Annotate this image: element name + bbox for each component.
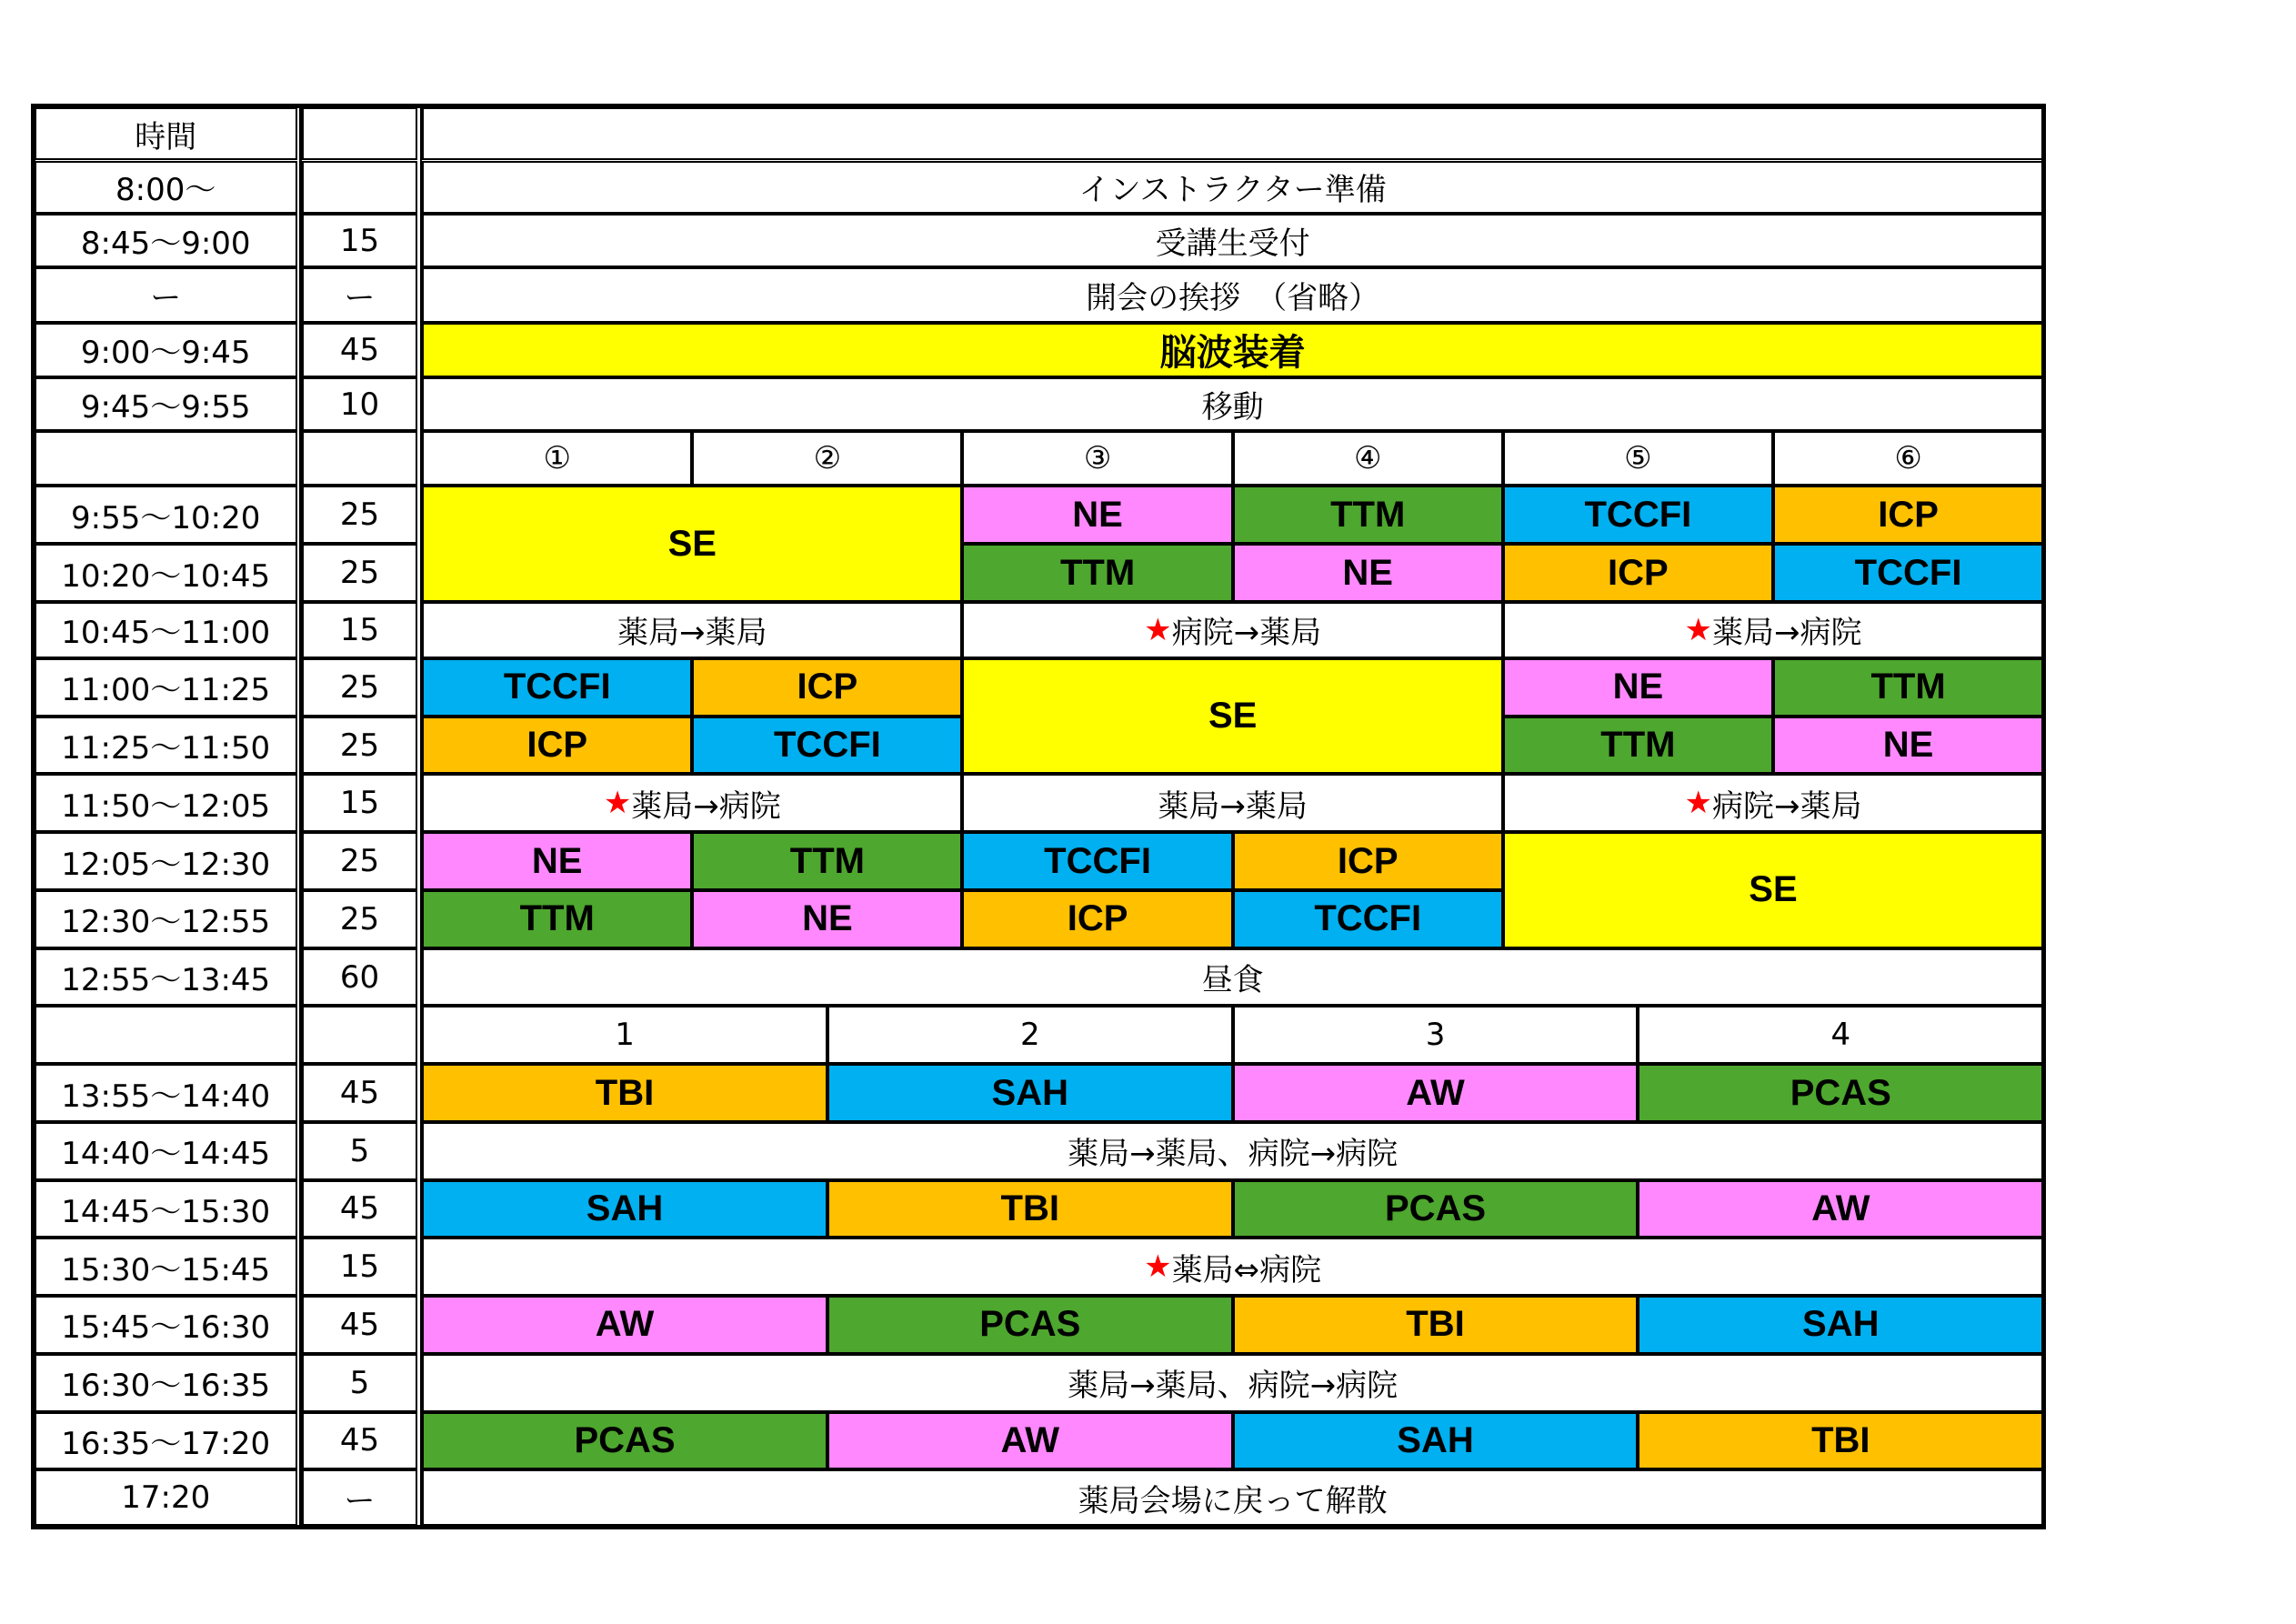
time-cell bbox=[35, 602, 297, 658]
time-cell bbox=[35, 323, 297, 377]
session-block bbox=[422, 1412, 827, 1470]
session-block-text: AW bbox=[1000, 1419, 1059, 1460]
minutes-cell bbox=[302, 1296, 417, 1354]
header-time bbox=[35, 107, 297, 161]
session-block bbox=[962, 658, 1502, 774]
time-cell-text: 13:55〜14:40 bbox=[61, 1078, 271, 1115]
time-cell-text: 12:55〜13:45 bbox=[61, 962, 271, 999]
minutes-cell-text: 45 bbox=[339, 1190, 380, 1228]
session-block bbox=[1503, 717, 1773, 775]
minutes-cell bbox=[302, 1122, 417, 1180]
session-block-text: TTM bbox=[1600, 725, 1676, 766]
time-cell-text: 15:30〜15:45 bbox=[61, 1251, 271, 1288]
time-cell bbox=[35, 1354, 297, 1412]
minutes-cell bbox=[302, 1006, 417, 1064]
time-cell-text: 15:45〜16:30 bbox=[61, 1309, 271, 1347]
minutes-cell bbox=[302, 267, 417, 322]
activity-cell bbox=[422, 377, 2043, 431]
time-cell bbox=[35, 658, 297, 717]
session-block bbox=[1233, 1412, 1639, 1470]
session-block-text: TBI bbox=[1000, 1188, 1059, 1228]
minutes-cell bbox=[302, 1412, 417, 1470]
time-cell bbox=[35, 486, 297, 544]
session-block-text: NE bbox=[1612, 667, 1664, 707]
session-block bbox=[827, 1064, 1233, 1122]
session-block bbox=[422, 890, 692, 948]
group-header-text: ④ bbox=[1353, 440, 1382, 477]
header-content bbox=[422, 107, 2043, 161]
session-block-text: ICP bbox=[797, 667, 858, 707]
session-block bbox=[422, 323, 2043, 377]
activity-cell-text: 薬局→薬局 bbox=[617, 615, 767, 652]
group-header-text: ① bbox=[543, 440, 571, 477]
time-cell-text: 10:45〜11:00 bbox=[61, 615, 271, 652]
activity-cell-text: 病院→薬局 bbox=[1711, 787, 1862, 825]
session-block bbox=[692, 832, 962, 890]
time-cell-text: 12:30〜12:55 bbox=[61, 904, 271, 941]
minutes-cell-text: 15 bbox=[339, 611, 380, 648]
session-block bbox=[962, 832, 1232, 890]
activity-cell bbox=[962, 602, 1502, 658]
minutes-cell bbox=[302, 1064, 417, 1122]
session-block-text: TCCFI bbox=[1314, 898, 1422, 939]
time-cell bbox=[35, 1412, 297, 1470]
activity-cell bbox=[422, 948, 2043, 1007]
activity-cell bbox=[422, 214, 2043, 267]
session-block bbox=[692, 890, 962, 948]
time-cell bbox=[35, 214, 297, 267]
activity-cell bbox=[422, 1238, 2043, 1296]
star-icon: ★ bbox=[603, 785, 632, 822]
activity-cell-text: 薬局⇔病院 bbox=[1171, 1251, 1322, 1288]
minutes-cell bbox=[302, 717, 417, 775]
session-block bbox=[1638, 1064, 2043, 1122]
session-block bbox=[1773, 486, 2043, 544]
session-block-text: PCAS bbox=[979, 1304, 1081, 1345]
header-minutes bbox=[302, 107, 417, 161]
session-block-text: NE bbox=[1072, 494, 1123, 535]
activity-cell bbox=[1503, 602, 2043, 658]
session-block bbox=[1503, 544, 1773, 602]
minutes-cell-text: 15 bbox=[339, 1248, 380, 1286]
session-block-text: NE bbox=[1342, 552, 1393, 593]
session-block bbox=[1773, 544, 2043, 602]
session-block bbox=[827, 1296, 1233, 1354]
session-block-text: TTM bbox=[789, 840, 865, 881]
session-block bbox=[1503, 832, 2043, 947]
activity-cell-text: 開会の挨拶 （省略） bbox=[1086, 279, 1380, 316]
time-cell bbox=[35, 431, 297, 486]
minutes-cell-text: 45 bbox=[339, 331, 380, 368]
minutes-cell bbox=[302, 1469, 417, 1526]
session-block bbox=[422, 1296, 827, 1354]
minutes-cell bbox=[302, 1238, 417, 1296]
session-block bbox=[1233, 486, 1503, 544]
session-block-text: SE bbox=[1749, 869, 1798, 910]
star-icon: ★ bbox=[1684, 785, 1712, 822]
minutes-cell-text: 5 bbox=[349, 1364, 370, 1401]
session-block bbox=[1233, 1064, 1639, 1122]
session-block bbox=[1233, 1296, 1639, 1354]
minutes-cell-text: 5 bbox=[349, 1132, 370, 1169]
group-header-text: ⑥ bbox=[1894, 440, 1922, 477]
time-cell-text: 11:00〜11:25 bbox=[61, 672, 271, 709]
time-cell bbox=[35, 1064, 297, 1122]
group-header-text: 4 bbox=[1830, 1017, 1851, 1054]
minutes-cell bbox=[302, 890, 417, 948]
activity-cell bbox=[422, 1122, 2043, 1180]
session-block-text: 脳波装着 bbox=[1159, 333, 1306, 374]
activity-cell-text: インストラクター準備 bbox=[1078, 172, 1387, 209]
star-icon: ★ bbox=[1684, 611, 1712, 648]
time-cell bbox=[35, 1296, 297, 1354]
minutes-cell-text: 25 bbox=[339, 496, 380, 534]
group-header bbox=[1233, 431, 1503, 486]
session-block-text: TBI bbox=[1811, 1419, 1870, 1460]
group-header-text: 1 bbox=[615, 1017, 635, 1054]
session-block-text: SAH bbox=[1802, 1304, 1880, 1345]
session-block bbox=[422, 658, 692, 717]
session-block bbox=[692, 658, 962, 717]
session-block bbox=[1638, 1412, 2043, 1470]
group-header bbox=[1638, 1006, 2043, 1064]
session-block bbox=[962, 890, 1232, 948]
session-block-text: SAH bbox=[586, 1188, 664, 1228]
minutes-cell-text: 45 bbox=[339, 1422, 380, 1459]
time-cell-text: 12:05〜12:30 bbox=[61, 846, 271, 883]
activity-cell bbox=[422, 1354, 2043, 1412]
activity-cell-text: 薬局→薬局、病院→病院 bbox=[1068, 1136, 1399, 1173]
activity-cell-text: 薬局→病院 bbox=[631, 787, 781, 825]
session-block-text: SAH bbox=[991, 1072, 1068, 1113]
session-block bbox=[1233, 890, 1503, 948]
time-cell-text: 17:20 bbox=[121, 1479, 211, 1517]
time-cell bbox=[35, 832, 297, 890]
group-header-text: ⑤ bbox=[1624, 440, 1652, 477]
session-block-text: SE bbox=[667, 523, 717, 564]
time-cell-text: 9:45〜9:55 bbox=[80, 389, 251, 426]
session-block-text: TBI bbox=[1406, 1304, 1465, 1345]
minutes-cell-text: 10 bbox=[339, 386, 380, 423]
session-block-text: PCAS bbox=[574, 1419, 676, 1460]
activity-cell-text: 病院→薬局 bbox=[1171, 615, 1322, 652]
session-block-text: NE bbox=[1882, 725, 1934, 766]
session-block-text: AW bbox=[1406, 1072, 1465, 1113]
minutes-cell-text: 25 bbox=[339, 727, 380, 764]
group-header-text: 3 bbox=[1425, 1017, 1446, 1054]
minutes-cell bbox=[302, 431, 417, 486]
activity-cell-text: 薬局→薬局、病院→病院 bbox=[1068, 1368, 1399, 1405]
activity-cell bbox=[422, 602, 962, 658]
session-block bbox=[1503, 658, 1773, 717]
minutes-cell-text: 45 bbox=[339, 1306, 380, 1343]
session-block-text: PCAS bbox=[1790, 1072, 1891, 1113]
time-cell-text: 14:40〜14:45 bbox=[61, 1136, 271, 1173]
time-cell-text: 9:55〜10:20 bbox=[71, 499, 261, 536]
session-block-text: TBI bbox=[595, 1072, 655, 1113]
session-block-text: NE bbox=[802, 898, 853, 939]
minutes-cell bbox=[302, 544, 417, 602]
group-header bbox=[1233, 1006, 1639, 1064]
time-cell bbox=[35, 774, 297, 832]
minutes-cell-text: 25 bbox=[339, 555, 380, 591]
group-header-text: 2 bbox=[1019, 1017, 1040, 1054]
session-block-text: NE bbox=[531, 840, 583, 881]
time-cell bbox=[35, 1469, 297, 1526]
session-block-text: PCAS bbox=[1384, 1188, 1487, 1228]
session-block bbox=[1638, 1296, 2043, 1354]
minutes-cell-text: 25 bbox=[339, 843, 380, 880]
activity-cell bbox=[962, 774, 1502, 832]
time-cell bbox=[35, 377, 297, 431]
session-block bbox=[1233, 832, 1503, 890]
column-divider bbox=[299, 107, 302, 1527]
minutes-cell-text: 45 bbox=[339, 1075, 380, 1112]
group-header bbox=[422, 431, 692, 486]
session-block-text: AW bbox=[595, 1304, 655, 1345]
session-block bbox=[827, 1412, 1233, 1470]
group-header bbox=[692, 431, 962, 486]
activity-cell-text: 薬局→病院 bbox=[1711, 615, 1862, 652]
time-cell bbox=[35, 1122, 297, 1180]
session-block-text: ICP bbox=[1337, 840, 1399, 881]
session-block bbox=[962, 544, 1232, 602]
session-block-text: TTM bbox=[1059, 552, 1136, 593]
session-block-text: ICP bbox=[1067, 898, 1128, 939]
minutes-cell bbox=[302, 602, 417, 658]
session-block bbox=[422, 832, 692, 890]
activity-cell bbox=[422, 267, 2043, 322]
activity-cell-text: 昼食 bbox=[1201, 962, 1264, 999]
minutes-cell bbox=[302, 948, 417, 1007]
minutes-cell-text: 15 bbox=[339, 785, 380, 822]
session-block bbox=[962, 486, 1232, 544]
session-block-text: TCCFI bbox=[774, 725, 881, 766]
activity-cell bbox=[422, 774, 962, 832]
session-block bbox=[422, 1064, 827, 1122]
session-block bbox=[422, 717, 692, 775]
time-cell bbox=[35, 267, 297, 322]
time-cell bbox=[35, 1006, 297, 1064]
group-header-text: ② bbox=[813, 440, 842, 477]
column-divider bbox=[420, 107, 423, 1527]
session-block-text: ICP bbox=[526, 725, 588, 766]
time-cell bbox=[35, 890, 297, 948]
minutes-cell bbox=[302, 161, 417, 215]
time-cell-text: ー bbox=[150, 279, 182, 316]
activity-cell bbox=[422, 161, 2043, 215]
session-block bbox=[1773, 717, 2043, 775]
session-block bbox=[422, 486, 962, 601]
group-header bbox=[827, 1006, 1233, 1064]
time-cell-text: 11:25〜11:50 bbox=[61, 730, 271, 767]
minutes-cell-text: 15 bbox=[339, 222, 380, 259]
session-block bbox=[1503, 486, 1773, 544]
minutes-cell bbox=[302, 832, 417, 890]
activity-cell-text: 受講生受付 bbox=[1155, 226, 1310, 263]
time-cell bbox=[35, 717, 297, 775]
time-cell-text: 8:00〜 bbox=[115, 172, 216, 209]
session-block-text: TCCFI bbox=[1854, 552, 1962, 593]
minutes-cell-text: ー bbox=[344, 279, 376, 316]
minutes-cell bbox=[302, 214, 417, 267]
session-block-text: TTM bbox=[1330, 494, 1406, 535]
session-block bbox=[1638, 1180, 2043, 1238]
session-block bbox=[1773, 658, 2043, 717]
time-cell-text: 10:20〜10:45 bbox=[61, 557, 271, 595]
session-block-text: SAH bbox=[1397, 1419, 1474, 1460]
minutes-cell-text: 25 bbox=[339, 900, 380, 937]
group-header bbox=[1503, 431, 1773, 486]
time-cell-text: 8:45〜9:00 bbox=[80, 226, 251, 263]
activity-cell-text: 薬局→薬局 bbox=[1158, 787, 1308, 825]
activity-cell-text: 移動 bbox=[1201, 389, 1264, 426]
time-cell-text: 16:35〜17:20 bbox=[61, 1425, 271, 1462]
session-block-text: TTM bbox=[1870, 667, 1946, 707]
activity-cell bbox=[1503, 774, 2043, 832]
minutes-cell bbox=[302, 486, 417, 544]
session-block-text: TCCFI bbox=[1584, 494, 1692, 535]
time-cell bbox=[35, 1238, 297, 1296]
group-header-text: ③ bbox=[1083, 440, 1112, 477]
group-header bbox=[422, 1006, 827, 1064]
time-cell bbox=[35, 544, 297, 602]
activity-cell-text: 薬局会場に戻って解散 bbox=[1078, 1482, 1388, 1519]
activity-cell bbox=[422, 1469, 2043, 1526]
time-cell bbox=[35, 161, 297, 215]
session-block bbox=[422, 1180, 827, 1238]
session-block-text: ICP bbox=[1878, 494, 1939, 535]
minutes-cell bbox=[302, 323, 417, 377]
header-time-text: 時間 bbox=[135, 118, 197, 155]
star-icon: ★ bbox=[1144, 611, 1172, 648]
minutes-cell-text: ー bbox=[344, 1482, 376, 1519]
time-cell-text: 16:30〜16:35 bbox=[61, 1368, 271, 1405]
session-block bbox=[692, 717, 962, 775]
session-block-text: TCCFI bbox=[1044, 840, 1151, 881]
session-block bbox=[1233, 1180, 1639, 1238]
minutes-cell bbox=[302, 1180, 417, 1238]
group-header bbox=[962, 431, 1232, 486]
group-header bbox=[1773, 431, 2043, 486]
session-block-text: TCCFI bbox=[503, 667, 611, 707]
time-cell-text: 9:00〜9:45 bbox=[80, 335, 251, 372]
minutes-cell bbox=[302, 377, 417, 431]
minutes-cell bbox=[302, 774, 417, 832]
minutes-cell-text: 60 bbox=[339, 958, 380, 996]
time-cell bbox=[35, 948, 297, 1007]
minutes-cell bbox=[302, 1354, 417, 1412]
minutes-cell-text: 25 bbox=[339, 668, 380, 706]
session-block bbox=[827, 1180, 1233, 1238]
session-block-text: SE bbox=[1208, 696, 1258, 737]
session-block-text: ICP bbox=[1608, 552, 1669, 593]
session-block-text: TTM bbox=[519, 898, 595, 939]
minutes-cell bbox=[302, 658, 417, 717]
time-cell bbox=[35, 1180, 297, 1238]
session-block bbox=[1233, 544, 1503, 602]
time-cell-text: 11:50〜12:05 bbox=[61, 787, 271, 825]
time-cell-text: 14:45〜15:30 bbox=[61, 1193, 271, 1230]
session-block-text: AW bbox=[1811, 1188, 1870, 1228]
star-icon: ★ bbox=[1144, 1248, 1172, 1286]
